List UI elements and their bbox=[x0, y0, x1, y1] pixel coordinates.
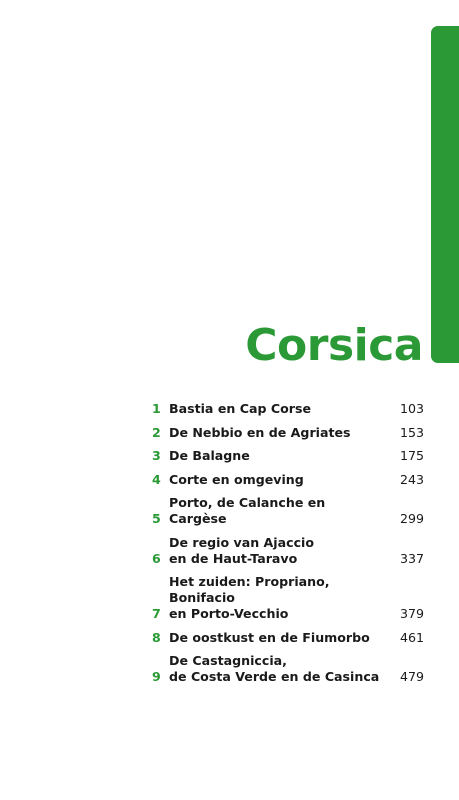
toc-item bbox=[150, 495, 424, 527]
toc-number: 8 bbox=[152, 629, 161, 645]
toc-title: Het zuiden: Propriano, Bonifacio bbox=[169, 574, 330, 605]
toc-title-line-2: de Costa Verde en de Casinca bbox=[169, 669, 380, 684]
toc-page-number: 243 bbox=[399, 471, 424, 487]
toc-title: Bastia en Cap Corse bbox=[169, 401, 311, 416]
toc-item bbox=[150, 630, 424, 646]
toc-number: 1 bbox=[152, 401, 161, 416]
toc-title: De oostkust en de Fiumorbo bbox=[169, 629, 370, 645]
toc-item bbox=[150, 574, 424, 622]
toc-item bbox=[150, 448, 424, 464]
toc-page-number: 461 bbox=[399, 629, 424, 645]
toc-item bbox=[150, 401, 424, 417]
toc-title: De Nebbio en de Agriates bbox=[169, 424, 351, 440]
toc-page-number: 379 bbox=[399, 606, 424, 621]
toc-item bbox=[150, 653, 424, 685]
toc-page-number: 479 bbox=[399, 669, 424, 684]
toc-page-number: 175 bbox=[399, 448, 424, 463]
toc-number: 7 bbox=[152, 606, 161, 621]
toc-title: De regio van Ajaccio bbox=[169, 534, 315, 550]
toc-page-number: 103 bbox=[399, 401, 424, 416]
toc-title-line-2: en Porto-Vecchio bbox=[169, 606, 289, 621]
toc-item bbox=[150, 472, 424, 488]
toc-title: Porto, de Calanche en Cargèse bbox=[169, 495, 326, 526]
toc-number: 5 bbox=[152, 511, 161, 526]
page-title: Corsica bbox=[245, 320, 423, 371]
toc-page-number: 153 bbox=[399, 424, 424, 440]
toc-title: Corte en omgeving bbox=[169, 471, 304, 487]
toc-number: 9 bbox=[152, 669, 161, 684]
toc-number: 4 bbox=[152, 471, 161, 487]
toc-number: 3 bbox=[152, 448, 161, 463]
toc-title: De Castagniccia, bbox=[169, 653, 287, 668]
section-tab bbox=[431, 26, 459, 363]
toc-page-number: 299 bbox=[399, 511, 424, 526]
toc-title: De Balagne bbox=[169, 448, 250, 463]
table-of-contents bbox=[150, 401, 424, 693]
toc-title-line-2: en de Haut-Taravo bbox=[169, 550, 298, 566]
toc-number: 6 bbox=[152, 550, 161, 566]
toc-number: 2 bbox=[152, 424, 161, 440]
toc-item bbox=[150, 535, 424, 567]
toc-item bbox=[150, 425, 424, 441]
toc-page-number: 337 bbox=[399, 550, 424, 566]
